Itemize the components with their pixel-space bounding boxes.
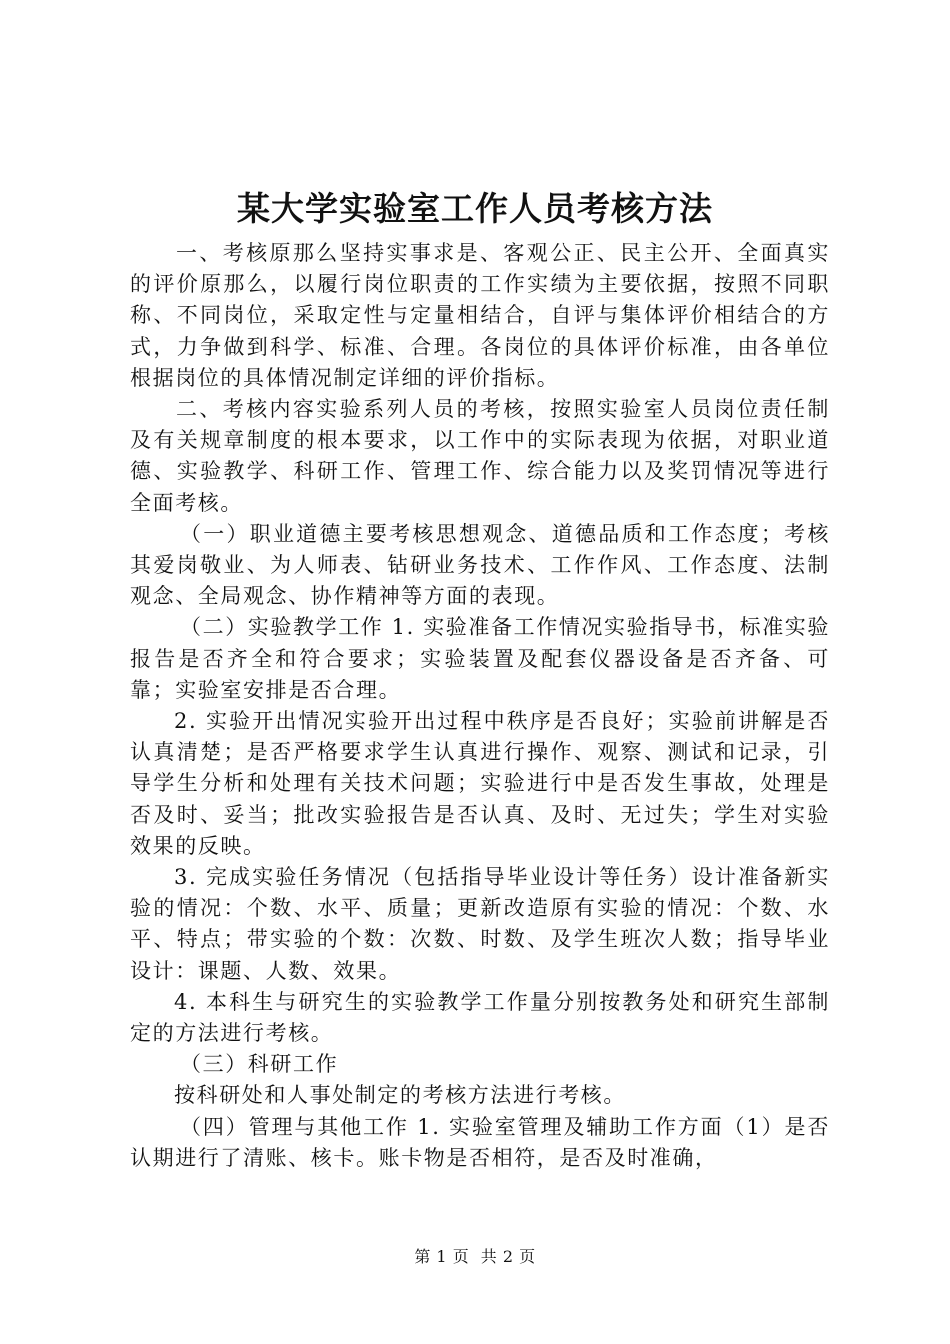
paragraph-assessment-principles: 一、考核原那么坚持实事求是、客观公正、民主公开、全面真实的评价原那么，以履行岗位职责的工作实绩为主要依据，按照不同职称、不同岗位，采取定性与定量相结合，自评与集体评价相结合的方式，力争做到科学、标准、合理。各岗位的具体评价标准，由各单位根据岗位的具体情况制定详细的评价指标。 [130, 241, 830, 390]
paragraph-professional-ethics: （一）职业道德主要考核思想观念、道德品质和工作态度；考核其爱岗敬业、为人师表、钻研业务技术、工作作风、工作态度、法制观念、全局观念、协作精神等方面的表现。 [130, 521, 830, 609]
page-number: 第 1 页 [414, 1247, 470, 1266]
paragraph-teaching-work: （二）实验教学工作 1. 实验准备工作情况实验指导书，标准实验报告是否齐全和符合要求；实验装置及配套仪器设备是否齐备、可靠；实验室安排是否合理。 [130, 615, 830, 702]
paragraph-experiment-delivery: 2. 实验开出情况实验开出过程中秩序是否良好；实验前讲解是否认真清楚；是否严格要求学生认真进行操作、观察、测试和记录，引导学生分析和处理有关技术问题；实验进行中是否发生事故，处理是否及时、妥当；批改实验报告是否认真、及时、无过失；学生对实验效果的反映。 [130, 709, 830, 858]
page-footer [0, 1246, 950, 1268]
paragraph-assessment-content: 二、考核内容实验系列人员的考核，按照实验室人员岗位责任制及有关规章制度的根本要求，以工作中的实际表现为依据，对职业道德、实验教学、科研工作、管理工作、综合能力以及奖罚情况等进行全面考核。 [130, 397, 830, 515]
paragraph-management-work: （四）管理与其他工作 1. 实验室管理及辅助工作方面（1）是否认期进行了清账、核卡。账卡物是否相符，是否及时准确， [130, 1114, 830, 1170]
paragraph-task-completion: 3. 完成实验任务情况（包括指导毕业设计等任务）设计准备新实验的情况：个数、水平、质量；更新改造原有实验的情况：个数、水平、特点；带实验的个数：次数、时数、及学生班次人数；指导毕业设计：课题、人数、效果。 [130, 865, 830, 983]
page-total: 共 2 页 [480, 1247, 536, 1266]
paragraph-research-heading: （三）科研工作 [180, 1052, 339, 1077]
paragraph-workload: 4. 本科生与研究生的实验教学工作量分别按教务处和研究生部制定的方法进行考核。 [130, 989, 830, 1046]
document-title: 某大学实验室工作人员考核方法 [237, 189, 713, 228]
paragraph-research-method: 按科研处和人事处制定的考核方法进行考核。 [174, 1083, 626, 1108]
document-body [130, 238, 830, 1174]
